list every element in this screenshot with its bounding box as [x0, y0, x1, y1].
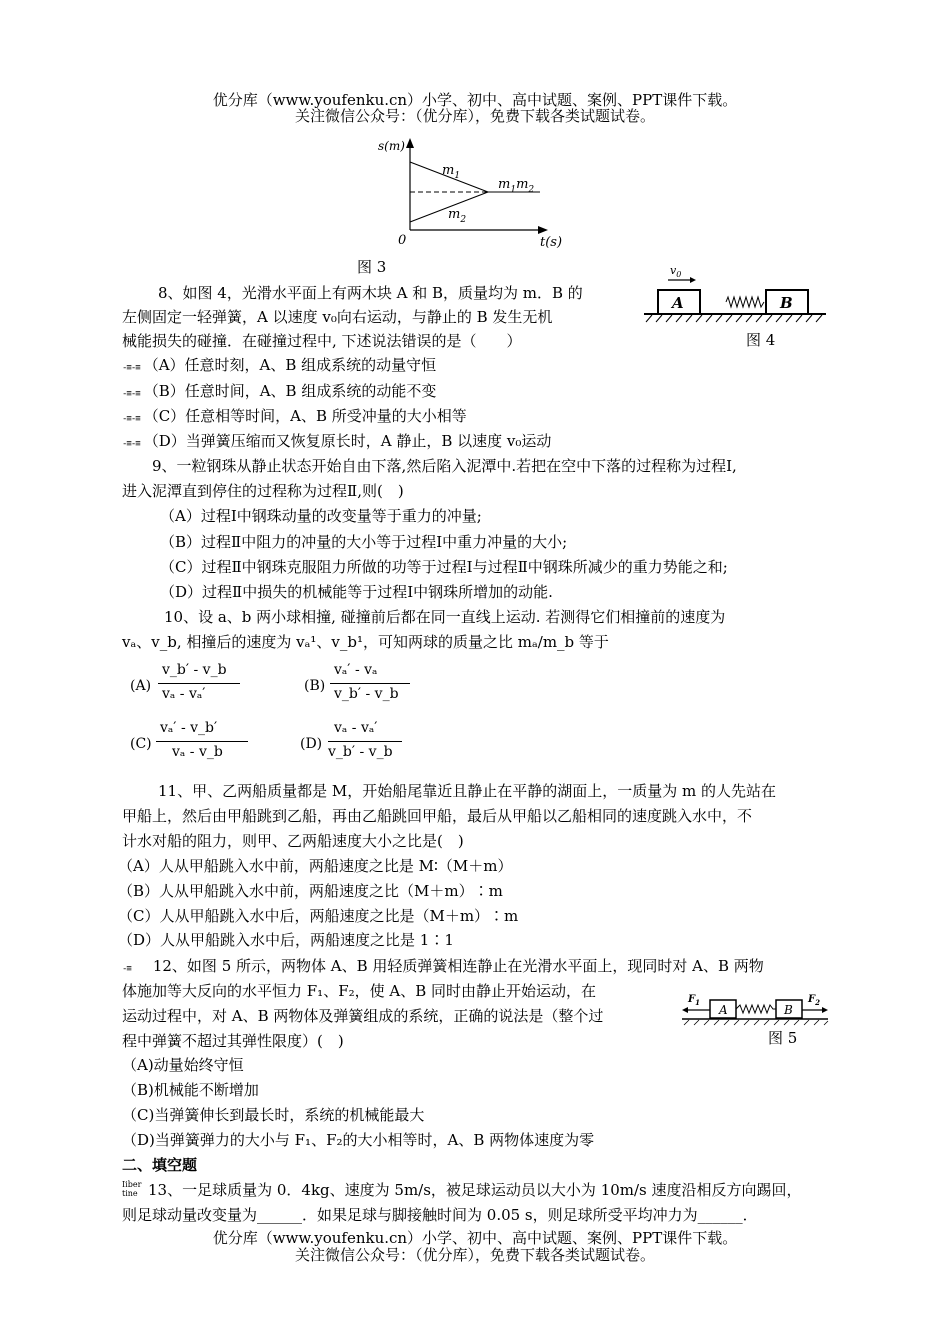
- q8-line-1: 8、如图 4，光滑水平面上有两木块 A 和 B，质量均为 m．B 的: [158, 284, 583, 302]
- fig5-f2: F: [808, 994, 816, 1005]
- fig5-spring: [736, 1005, 776, 1013]
- svg-text:F2: [807, 994, 820, 1007]
- fig3-origin: 0: [398, 233, 407, 248]
- q9-line-2: 进入泥潭直到停住的过程称为过程Ⅱ,则( ): [122, 482, 404, 500]
- q10-line-2: vₐ、v_b, 相撞后的速度为 vₐ¹、v_b¹，可知两球的质量之比 mₐ/m_b 等于: [122, 633, 609, 651]
- q9-option-c: （C）过程Ⅱ中钢珠克服阻力所做的功等于过程Ⅰ与过程Ⅱ中钢珠所减少的重力势能之和;: [160, 558, 728, 576]
- q10-option-a: (A) v_b′ - v_b vₐ - vₐ′: [130, 662, 240, 712]
- q8-option-b: -≡-≡ （B）任意时间，A、B 组成系统的动能不变: [122, 382, 437, 400]
- fig3-m1-sub: 1: [454, 171, 461, 181]
- q8-option-d: -≡-≡ （D）当弹簧压缩而又恢复原长时，A 静止，B 以速度 v₀运动: [122, 432, 552, 450]
- q11-line-1: 11、甲、乙两船质量都是 M，开始船尾靠近且静止在平静的湖面上，一质量为 m 的人先站在: [158, 782, 776, 800]
- svg-text:v0: [670, 264, 681, 279]
- q12-line-4: 程中弹簧不超过其弹性限度）( ): [122, 1032, 344, 1050]
- svg-text:F1: [687, 994, 700, 1007]
- q10-option-b: (B) vₐ′ - vₐ v_b′ - v_b: [304, 662, 414, 712]
- q8-option-c: -≡-≡ （C）任意相等时间，A、B 所受冲量的大小相等: [122, 407, 467, 425]
- q10-line-1: 10、设 a、b 两小球相撞, 碰撞前后都在同一直线上运动. 若测得它们相撞前的速度为: [164, 608, 726, 626]
- q9-option-d: （D）过程Ⅱ中损失的机械能等于过程Ⅰ中钢珠所增加的动能.: [160, 583, 553, 601]
- figure-5-blocks: [680, 990, 830, 1026]
- q9-line-1: 9、一粒钢珠从静止状态开始自由下落,然后陷入泥潭中.若把在空中下落的过程称为过程Ⅰ,: [152, 457, 737, 475]
- fig3-m2-sub: 2: [460, 215, 467, 225]
- q12-line-1: -≡ 12、如图 5 所示，两物体 A、B 用轻质弹簧相连静止在光滑水平面上，现同时对 A、B 两物: [122, 957, 764, 975]
- q12-option-c: （C)当弹簧伸长到最长时，系统的机械能最大: [122, 1106, 425, 1124]
- fig3-x-arrow: [538, 226, 548, 234]
- q10-option-d: (D) vₐ - vₐ′ v_b′ - v_b: [300, 720, 410, 770]
- fig3-y-label: s(m): [378, 139, 405, 153]
- header-line-2: 关注微信公众号：（优分库），免费下载各类试题试卷。: [294, 107, 655, 125]
- q12-line-2: 体施加等大反向的水平恒力 F₁、F₂，使 A、B 同时由静止开始运动，在: [122, 982, 597, 1000]
- fig4-label-b: B: [780, 294, 793, 312]
- fig5-label-b: B: [784, 1003, 793, 1017]
- q13-line-2: 则足球动量改变量为______．如果足球与脚接触时间为 0.05 s，则足球所受平均冲力为______．: [122, 1206, 758, 1224]
- figure-4-blocks: [640, 262, 830, 324]
- fig4-v0-sub: 0: [676, 270, 682, 279]
- fig3-m12-mid: m: [516, 177, 529, 192]
- q12-option-a: （A)动量始终守恒: [122, 1056, 244, 1074]
- footer-line-2: 关注微信公众号：（优分库），免费下载各类试题试卷。: [294, 1246, 655, 1264]
- fig3-m12-sub1: 1: [510, 185, 517, 195]
- q12-marker: -≡: [122, 964, 131, 974]
- fig3-m12-sub2: 2: [528, 185, 535, 195]
- section-2-heading: 二、填空题: [122, 1156, 198, 1174]
- q12-line-3: 运动过程中，对 A、B 两物体及弹簧组成的系统，正确的说法是（整个过: [122, 1007, 604, 1025]
- figure-4-caption: 图 4: [746, 331, 776, 349]
- fig5-f1: F: [688, 994, 696, 1005]
- fig5-f1-sub: 1: [695, 998, 700, 1007]
- header-line-1: 优分库（www.youfenku.cn）小学、初中、高中试题、案例、PPT课件下载。: [212, 91, 738, 109]
- q11-option-b: （B）人从甲船跳入水中前，两船速度之比（M＋m）∶m: [118, 882, 503, 900]
- q10-option-c: (C) vₐ′ - v_b′ vₐ - v_b: [130, 720, 250, 770]
- q11-option-a: （A）人从甲船跳入水中前，两船速度之比是 M∶（M＋m）: [118, 857, 513, 875]
- q13-marker: Iiber tine: [122, 1180, 142, 1198]
- q12-option-d: （D)当弹簧弹力的大小与 F₁、F₂的大小相等时，A、B 两物体速度为零: [122, 1131, 595, 1149]
- q12-option-b: （B)机械能不断增加: [122, 1081, 259, 1099]
- fig4-v0: v: [670, 264, 677, 277]
- fig4-label-a: A: [672, 294, 684, 312]
- fig3-m1: m: [442, 163, 455, 178]
- fig3-x-label: t(s): [540, 235, 563, 250]
- q9-option-b: （B）过程Ⅱ中阻力的冲量的大小等于过程Ⅰ中重力冲量的大小;: [160, 533, 568, 551]
- fig5-f2-sub: 2: [815, 998, 820, 1007]
- q11-option-c: （C）人从甲船跳入水中后，两船速度之比是（M＋m）∶m: [118, 907, 519, 925]
- q8-marker: -≡-≡: [122, 363, 140, 373]
- footer-line-1: 优分库（www.youfenku.cn）小学、初中、高中试题、案例、PPT课件下载。: [212, 1229, 738, 1247]
- q11-option-d: （D）人从甲船跳入水中后，两船速度之比是 1∶1: [118, 931, 454, 949]
- figure-5-caption: 图 5: [768, 1029, 798, 1047]
- fig3-m2: m: [448, 207, 461, 222]
- q13-line-1: 13、一足球质量为 0．4kg、速度为 5m/s，被足球运动员以大小为 10m/s 速度沿相反方向踢回，: [148, 1181, 802, 1199]
- fig3-m12: m: [498, 177, 511, 192]
- q8-line-3: 械能损失的碰撞．在碰撞过程中, 下述说法错误的是（ ）: [122, 332, 522, 350]
- figure-3-caption: 图 3: [357, 258, 387, 276]
- q8-option-a: -≡-≡ （A）任意时刻，A、B 组成系统的动量守恒: [122, 356, 437, 374]
- q9-option-a: （A）过程Ⅰ中钢珠动量的改变量等于重力的冲量;: [160, 507, 482, 525]
- q11-line-2: 甲船上，然后由甲船跳到乙船，再由乙船跳回甲船，最后从甲船以乙船相同的速度跳入水中，不: [122, 807, 753, 825]
- svg-text:m2: [448, 207, 466, 225]
- fig4-spring: [726, 297, 764, 307]
- q8-line-2: 左侧固定一轻弹簧，A 以速度 v₀向右运动，与静止的 B 发生无机: [122, 308, 553, 326]
- fig5-label-a: A: [719, 1003, 728, 1017]
- fig3-y-arrow: [406, 138, 414, 148]
- figure-3-graph: [370, 130, 600, 265]
- q11-line-3: 计水对船的阻力，则甲、乙两船速度大小之比是( ): [122, 832, 464, 850]
